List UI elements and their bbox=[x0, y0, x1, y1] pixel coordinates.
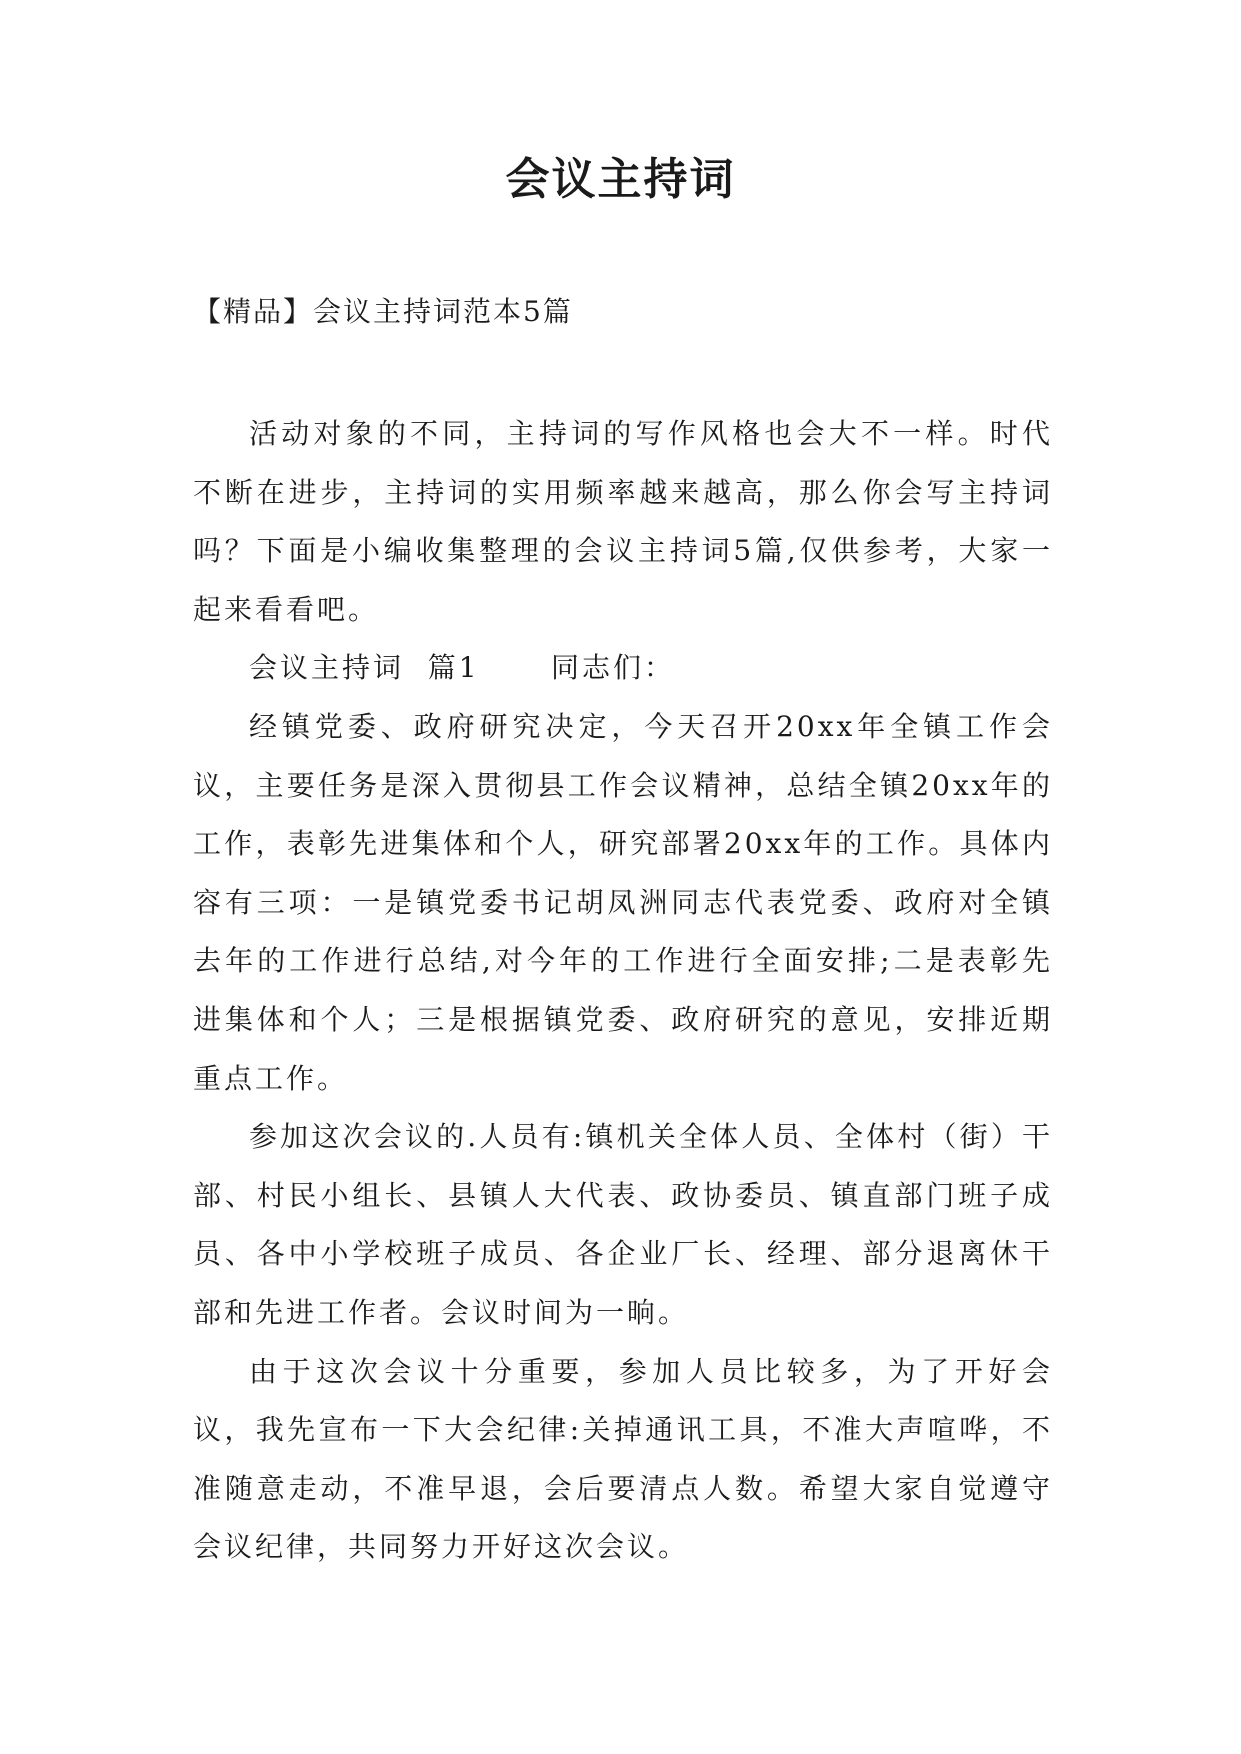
paragraph-meeting-rules: 由于这次会议十分重要，参加人员比较多，为了开好会议，我先宣布一下大会纪律:关掉通讯工具，不准大声喧哗，不准随意走动，不准早退，会后要清点人数。希望大家自觉遵守会议纪律，共同努力开好这次会议。 bbox=[193, 1354, 1053, 1564]
paragraph-intro: 活动对象的不同，主持词的写作风格也会大不一样。时代不断在进步，主持词的实用频率越来越高，那么你会写主持词吗？下面是小编收集整理的会议主持词5篇,仅供参考，大家一起来看看吧。 bbox=[193, 417, 1053, 626]
section-heading: 会议主持词 篇1 同志们： bbox=[249, 651, 676, 685]
document-body bbox=[193, 405, 1053, 1577]
document-subtitle: 【精品】会议主持词范本5篇 bbox=[193, 295, 573, 328]
paragraph-attendees: 参加这次会议的.人员有:镇机关全体人员、全体村（街）干部、村民小组长、县镇人大代表、政协委员、镇直部门班子成员、各中小学校班子成员、各企业厂长、经理、部分退离休干部和先进工作者。会议时间为一晌。 bbox=[193, 1120, 1053, 1329]
document-title: 会议主持词 bbox=[505, 154, 736, 205]
paragraph-meeting-purpose: 经镇党委、政府研究决定，今天召开20xx年全镇工作会议，主要任务是深入贯彻县工作会议精神，总结全镇20xx年的工作，表彰先进集体和个人，研究部署20xx年的工作。具体内容有三项：一是镇党委书记胡凤洲同志代表党委、政府对全镇去年的工作进行总结,对今年的工作进行全面安排;二是表彰先进集体和个人；三是根据镇党委、政府研究的意见，安排近期重点工作。 bbox=[193, 709, 1053, 1095]
